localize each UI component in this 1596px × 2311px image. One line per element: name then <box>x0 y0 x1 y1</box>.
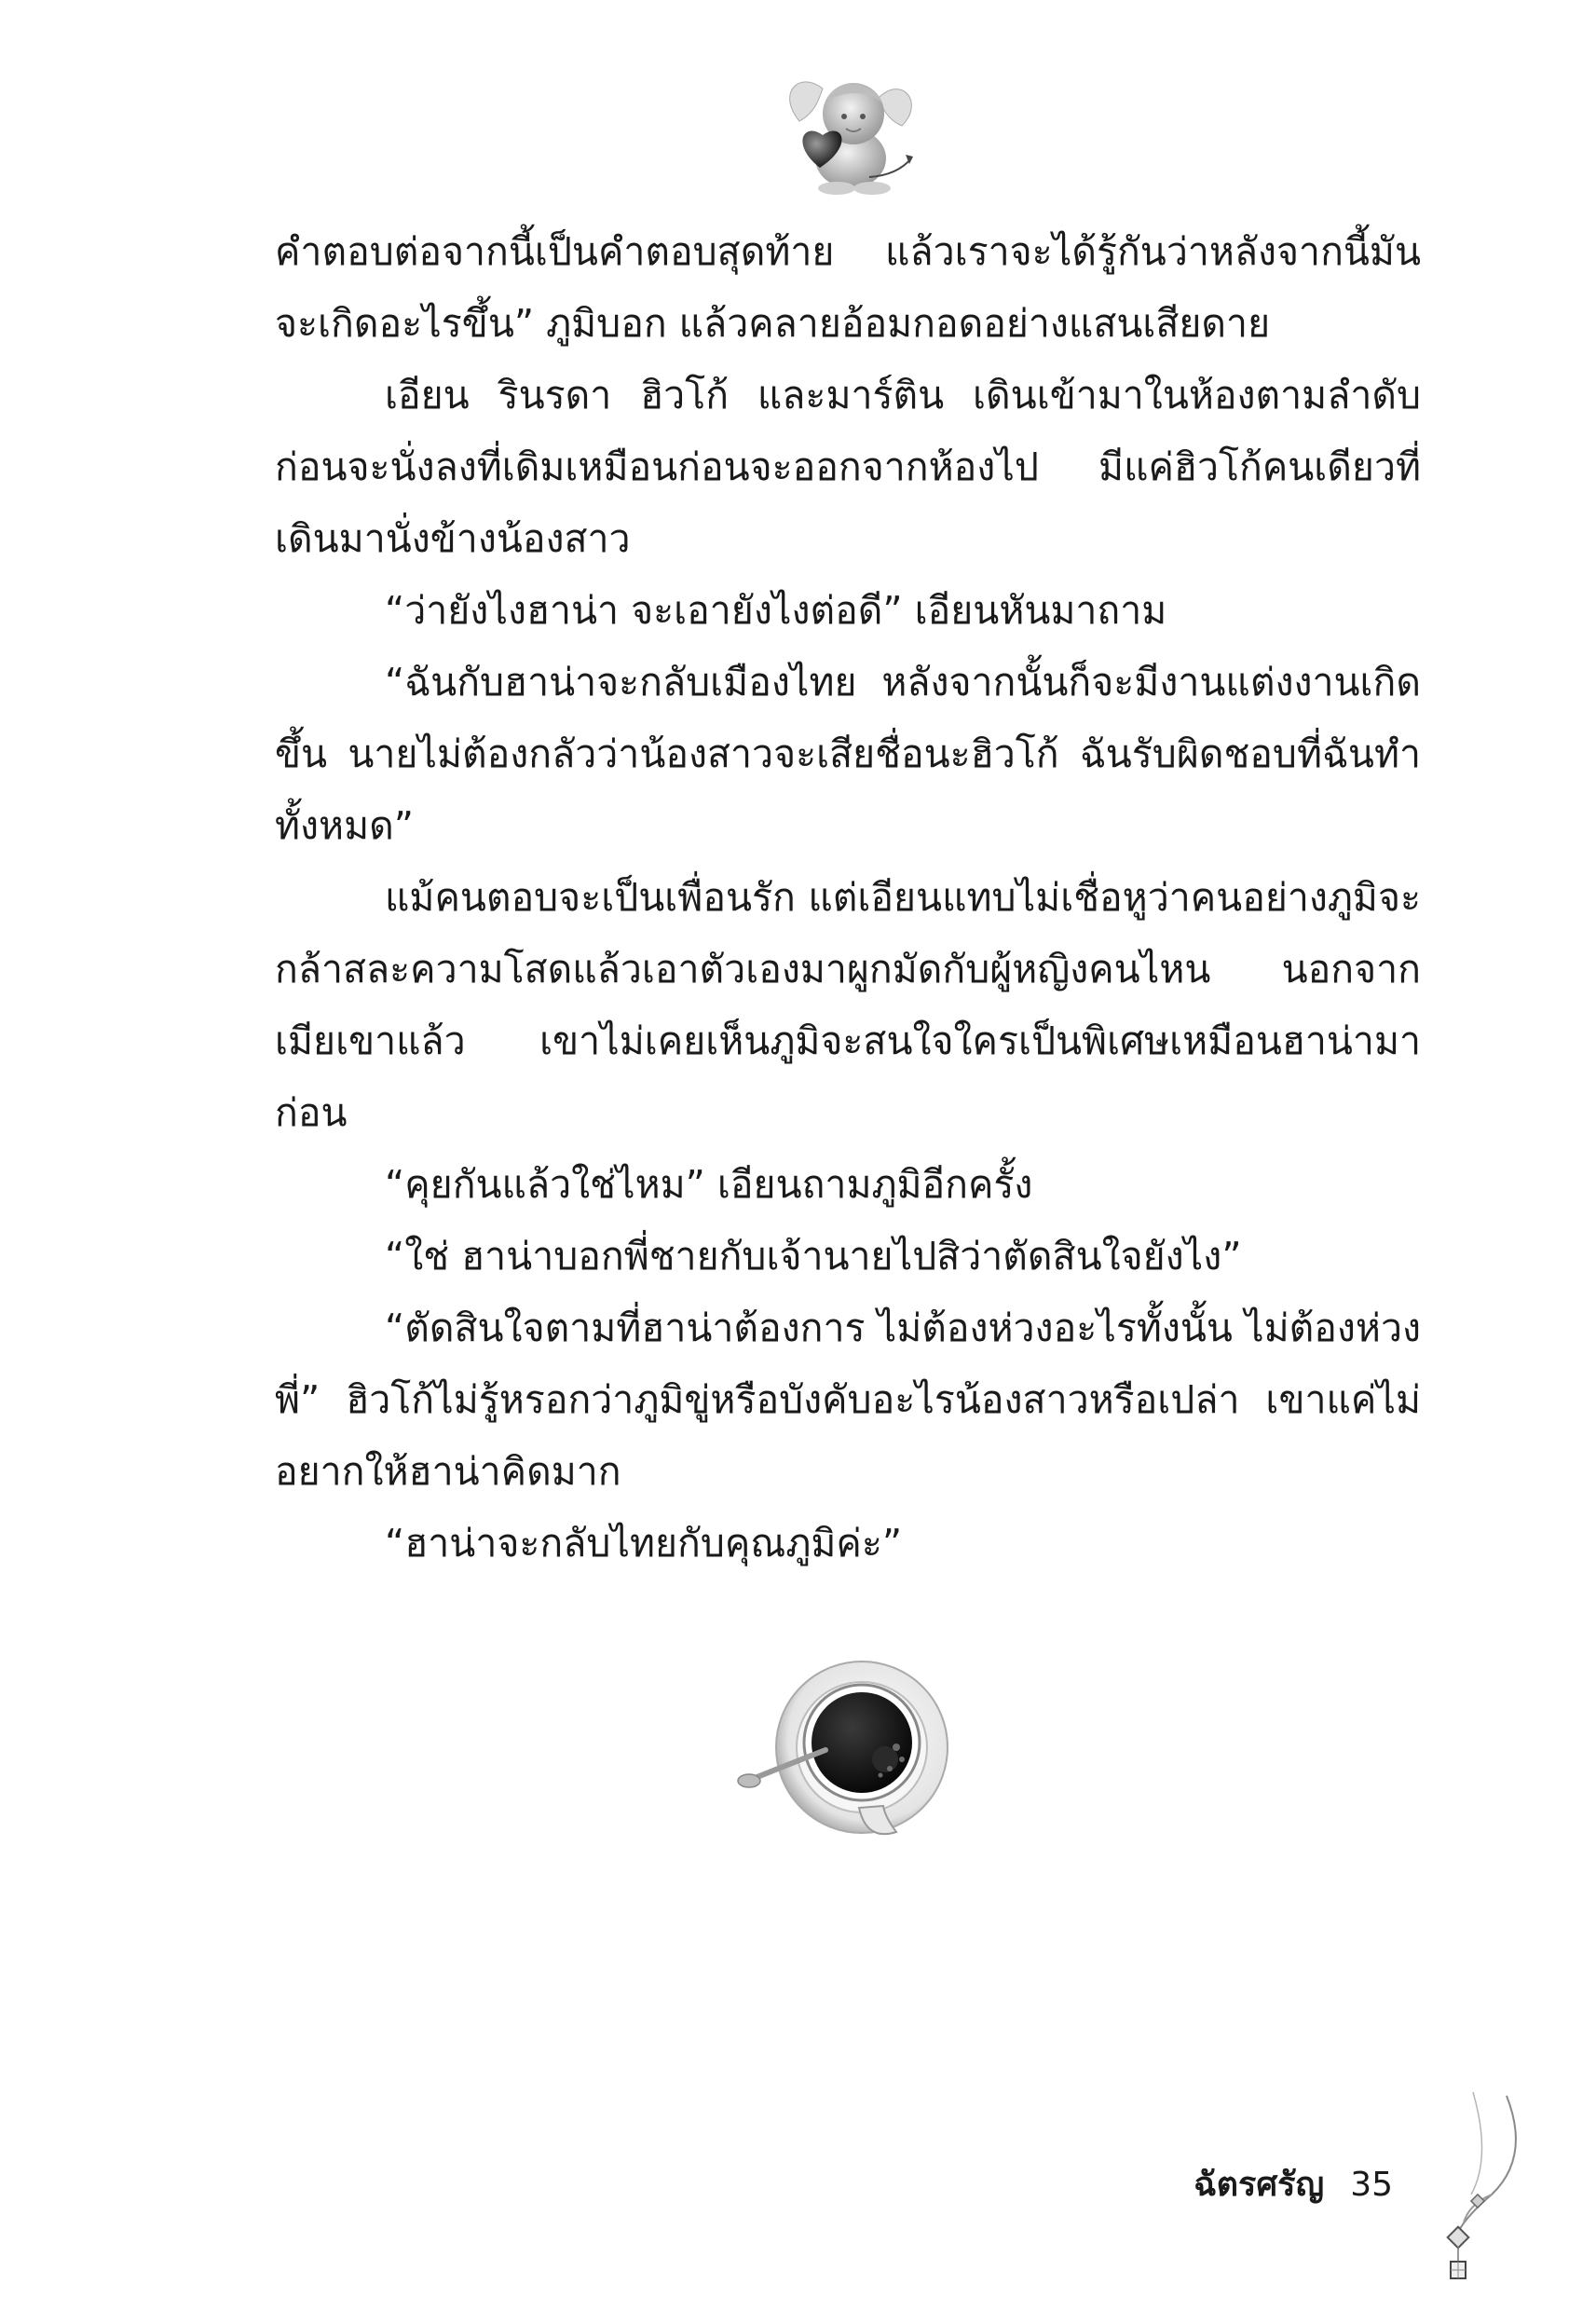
paragraph: “ว่ายังไงฮาน่า จะเอายังไงต่อดี” เอียนหันมาถาม <box>385 588 1167 633</box>
necklace-icon <box>1402 2092 1523 2288</box>
paragraph: คำตอบต่อจากนี้เป็นคำตอบสุดท้าย แล้วเราจะได้รู้กันว่าหลังจากนี้มันจะเกิดอะไรขึ้น” ภูมิบอก แล้วคลายอ้อมกอดอย่างแสนเสียดาย <box>275 229 1421 346</box>
coffee-cup-icon <box>736 1659 960 1845</box>
body-text <box>275 216 1421 1579</box>
paragraph: “ฉันกับฮาน่าจะกลับเมืองไทย หลังจากนั้นก็จะมีงานแต่งงานเกิดขึ้น นายไม่ต้องกลัวว่าน้องสาวจะเสียชื่อนะฮิวโก้ ฉันรับผิดชอบที่ฉันทำทั้งหมด” <box>275 660 1421 848</box>
paragraph: “ตัดสินใจตามที่ฮาน่าต้องการ ไม่ต้องห่วงอะไรทั้งนั้น ไม่ต้องห่วงพี่” ฮิวโก้ไม่รู้หรอกว่าภูมิขู่หรือบังคับอะไรน้องสาวหรือเปล่า เขาแค่ไม่อยากให้ฮาน่าคิดมาก <box>275 1306 1421 1494</box>
page-number: 35 <box>1350 2166 1393 2204</box>
paragraph: เอียน รินรดา ฮิวโก้ และมาร์ติน เดินเข้ามาในห้องตามลำดับก่อนจะนั่งลงที่เดิมเหมือนก่อนจะออกจากห้องไป มีแค่ฮิวโก้คนเดียวที่เดินมานั่งข้างน้องสาว <box>275 373 1421 561</box>
paragraph: “ใช่ ฮาน่าบอกพี่ชายกับเจ้านายไปสิว่าตัดสินใจยังไง” <box>385 1234 1242 1279</box>
page-footer <box>1165 2157 1393 2213</box>
author-name: ฉัตรศรัญ <box>1194 2166 1325 2204</box>
paragraph: “คุยกันแล้วใช่ไหม” เอียนถามภูมิอีกครั้ง <box>385 1162 1033 1207</box>
paragraph: แม้คนตอบจะเป็นเพื่อนรัก แต่เอียนแทบไม่เชื่อหูว่าคนอย่างภูมิจะกล้าสละความโสดแล้วเอาตัวเองมาผูกมัดกับผู้หญิงคนไหน นอกจากเมียเขาแล้ว เขาไม่เคยเห็นภูมิจะสนใจใครเป็นพิเศษเหมือนฮาน่ามาก่อน <box>275 875 1421 1135</box>
cupid-icon <box>781 65 921 196</box>
paragraph: “ฮาน่าจะกลับไทยกับคุณภูมิค่ะ” <box>385 1521 903 1566</box>
